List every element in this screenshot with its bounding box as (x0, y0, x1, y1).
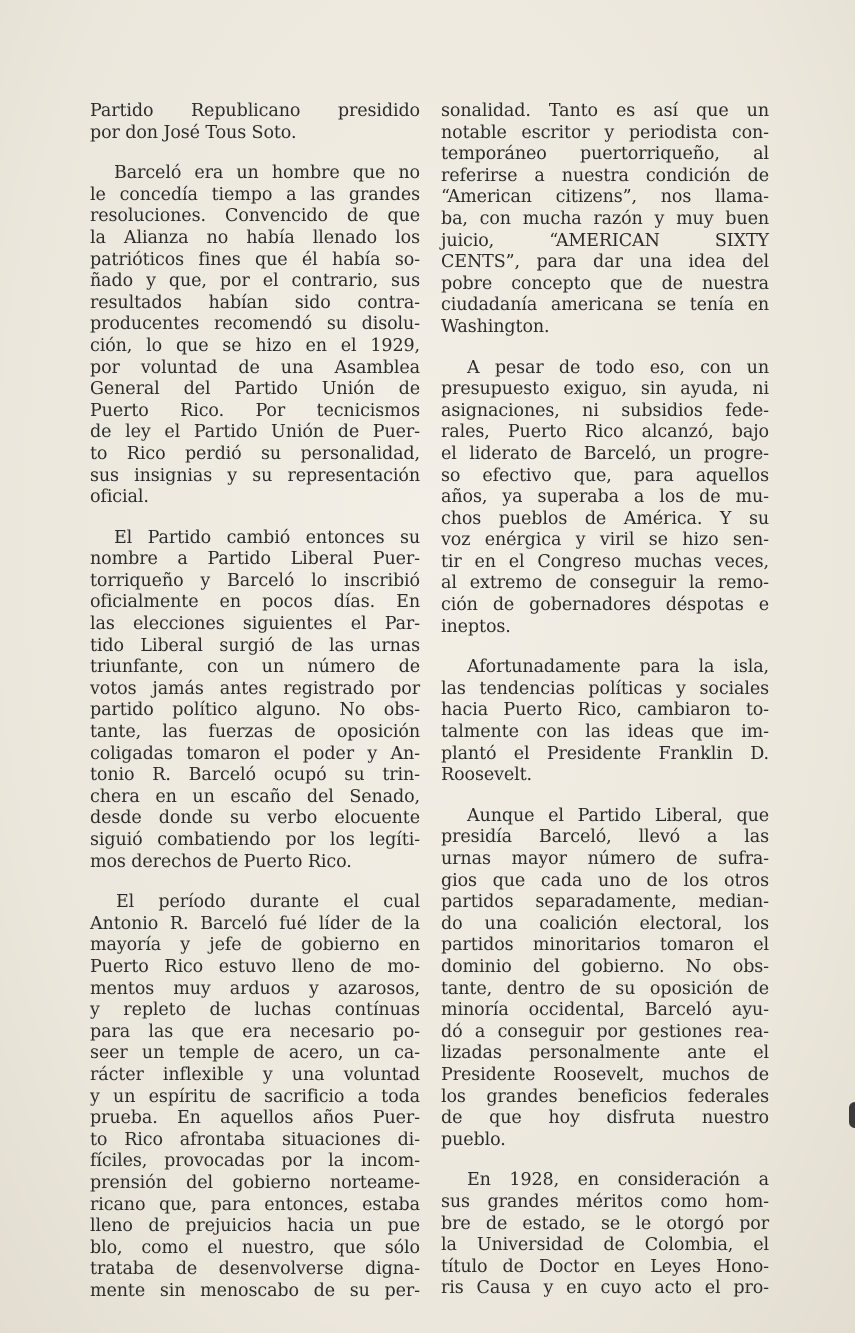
text-line: Aunque el Partido Liberal, que (467, 805, 769, 826)
paragraph (90, 528, 420, 874)
paragraph (90, 163, 420, 509)
text-line: urnas mayor número de sufra- (441, 849, 769, 869)
text-line: presupuesto exiguo, sin ayuda, ni (441, 379, 769, 400)
text-line: ción, lo que se hizo en el 1929, (90, 335, 420, 356)
text-line: resoluciones. Convencido de que (90, 206, 420, 227)
text-line: presidía Barceló, llevó a las (441, 827, 769, 848)
text-line: ción de gobernadores déspotas e (441, 595, 769, 616)
text-line: dó a conseguir por gestiones rea- (441, 1021, 769, 1042)
text-line: nombre a Partido Liberal Puer- (90, 549, 420, 570)
text-line: desde donde su verbo elocuente (90, 808, 420, 829)
text-line: CENTS”, para dar una idea del (441, 252, 769, 273)
text-line: le concedía tiempo a las grandes (90, 184, 420, 205)
text-line: las tendencias políticas y sociales (441, 678, 769, 699)
text-line: Puerto Rico. Por tecnicismos (90, 400, 420, 421)
text-line: chos pueblos de América. Y su (441, 508, 769, 529)
text-line: por don José Tous Soto. (90, 122, 297, 143)
paragraph (441, 101, 769, 339)
text-line: to Rico perdió su personalidad, (90, 443, 420, 464)
text-line: seer un temple de acero, un ca- (90, 1043, 420, 1064)
text-line: bre de estado, se le otorgó por (441, 1213, 769, 1234)
text-line: mentos muy arduos y azarosos, (90, 978, 420, 999)
text-line: Washington. (441, 316, 550, 337)
text-line: votos jamás antes registrado por (90, 678, 420, 699)
text-line: gios que cada uno de los otros (441, 870, 769, 891)
text-line: los grandes beneficios federales (441, 1086, 769, 1107)
text-line: de que hoy disfruta nuestro (441, 1108, 769, 1129)
text-line: “American citizens”, nos llama- (441, 187, 769, 208)
text-line: to Rico afrontaba situaciones di- (90, 1129, 420, 1150)
text-line: sonalidad. Tanto es así que un (441, 101, 769, 121)
text-line: so efectivo que, para aquellos (441, 465, 769, 486)
text-line: tante, dentro de su oposición de (441, 978, 769, 999)
text-line: El Partido cambió entonces su (114, 527, 420, 548)
text-line: el liderato de Barceló, un progre- (441, 443, 769, 464)
paragraph (441, 806, 769, 1152)
text-line: Roosevelt. (441, 765, 533, 786)
text-line: la Alianza no había llenado los (90, 227, 420, 248)
right-column (441, 101, 769, 1319)
text-line: ineptos. (441, 616, 511, 637)
text-line: lleno de prejuicios hacia un pue (90, 1216, 420, 1237)
text-line: producentes recomendó su disolu- (90, 314, 420, 335)
paragraph (441, 1170, 769, 1300)
text-line: sus grandes méritos como hom- (441, 1191, 769, 1212)
text-line: General del Partido Unión de (90, 379, 420, 400)
paragraph (441, 358, 769, 639)
text-line: coligadas tomaron el poder y An- (90, 743, 420, 764)
text-line: mente sin menoscabo de su per- (90, 1280, 420, 1301)
paragraph (90, 101, 420, 144)
text-line: Barceló era un hombre que no (114, 163, 420, 184)
paragraph (90, 892, 420, 1302)
text-line: años, ya superaba a los de mu- (441, 487, 769, 508)
text-line: Presidente Roosevelt, muchos de (441, 1064, 769, 1085)
text-line: minoría occidental, Barceló ayu- (441, 1000, 769, 1021)
text-line: Afortunadamente para la isla, (467, 657, 769, 678)
paragraph (441, 657, 769, 787)
text-line: tonio R. Barceló ocupó su trin- (90, 765, 420, 786)
text-line: plantó el Presidente Franklin D. (441, 743, 769, 764)
text-line: lizadas personalmente ante el (441, 1043, 769, 1064)
text-line: mayoría y jefe de gobierno en (90, 935, 420, 956)
text-line: pueblo. (441, 1129, 506, 1150)
text-line: notable escritor y periodista con- (441, 122, 769, 143)
text-line: ñado y que, por el contrario, sus (90, 271, 420, 292)
text-line: temporáneo puertorriqueño, al (441, 144, 769, 165)
text-line: mos derechos de Puerto Rico. (90, 851, 352, 872)
text-line: título de Doctor en Leyes Hono- (441, 1256, 769, 1277)
text-line: Partido Republicano presidido (90, 101, 420, 121)
text-line: la Universidad de Colombia, el (441, 1235, 769, 1256)
text-line: resultados habían sido contra- (90, 292, 420, 313)
text-line: de ley el Partido Unión de Puer- (90, 422, 420, 443)
text-line: oficial. (90, 487, 149, 508)
text-line: ricano que, para entonces, estaba (90, 1194, 420, 1215)
text-line: juicio, “AMERICAN SIXTY (441, 230, 769, 251)
text-line: fíciles, provocadas por la incom- (90, 1151, 420, 1172)
text-line: dominio del gobierno. No obs- (441, 956, 769, 977)
text-line: do una coalición electoral, los (441, 913, 769, 934)
text-line: ba, con mucha razón y muy buen (441, 208, 769, 229)
text-line: chera en un escaño del Senado, (90, 786, 420, 807)
text-line: tante, las fuerzas de oposición (90, 722, 420, 743)
text-line: tir en el Congreso muchas veces, (441, 551, 769, 572)
page-edge-mark (849, 1102, 855, 1128)
text-line: triunfante, con un número de (90, 657, 420, 678)
text-line: para las que era necesario po- (90, 1021, 420, 1042)
text-line: asignaciones, ni subsidios fede- (441, 400, 769, 421)
text-line: ciudadanía americana se tenía en (441, 295, 769, 316)
text-line: prensión del gobierno norteame- (90, 1172, 420, 1193)
text-line: oficialmente en pocos días. En (90, 592, 420, 613)
text-line: patrióticos fines que él había so- (90, 249, 420, 270)
text-line: rácter inflexible y una voluntad (90, 1064, 420, 1085)
text-line: trataba de desenvolverse digna- (90, 1259, 420, 1280)
text-line: A pesar de todo eso, con un (467, 357, 769, 378)
text-line: las elecciones siguientes el Par- (90, 614, 420, 635)
text-line: ris Causa y en cuyo acto el pro- (441, 1278, 769, 1299)
text-line: tido Liberal surgió de las urnas (90, 635, 420, 656)
text-line: torriqueño y Barceló lo inscribió (90, 570, 420, 591)
text-line: hacia Puerto Rico, cambiaron to- (441, 700, 769, 721)
text-line: referirse a nuestra condición de (441, 165, 769, 186)
text-line: Antonio R. Barceló fué líder de la (90, 913, 420, 934)
text-line: En 1928, en consideración a (467, 1170, 769, 1191)
text-line: partido político alguno. No obs- (90, 700, 420, 721)
text-line: Puerto Rico estuvo lleno de mo- (90, 956, 420, 977)
text-line: y repleto de luchas contínuas (90, 1000, 420, 1021)
text-line: voz enérgica y viril se hizo sen- (441, 530, 769, 551)
text-line: partidos minoritarios tomaron el (441, 935, 769, 956)
left-column (90, 101, 420, 1321)
text-line: siguió combatiendo por los legíti- (90, 830, 420, 850)
text-line: prueba. En aquellos años Puer- (90, 1108, 420, 1129)
text-line: por voluntad de una Asamblea (90, 357, 420, 378)
text-line: rales, Puerto Rico alcanzó, bajo (441, 422, 769, 443)
text-line: El período durante el cual (116, 892, 420, 913)
text-line: sus insignias y su representación (90, 465, 420, 486)
text-line: partidos separadamente, median- (441, 892, 769, 913)
text-line: talmente con las ideas que im- (441, 722, 769, 743)
text-line: blo, como el nuestro, que sólo (90, 1237, 420, 1258)
text-line: al extremo de conseguir la remo- (441, 573, 769, 594)
text-line: pobre concepto que de nuestra (441, 273, 769, 294)
text-line: y un espíritu de sacrificio a toda (90, 1086, 420, 1107)
